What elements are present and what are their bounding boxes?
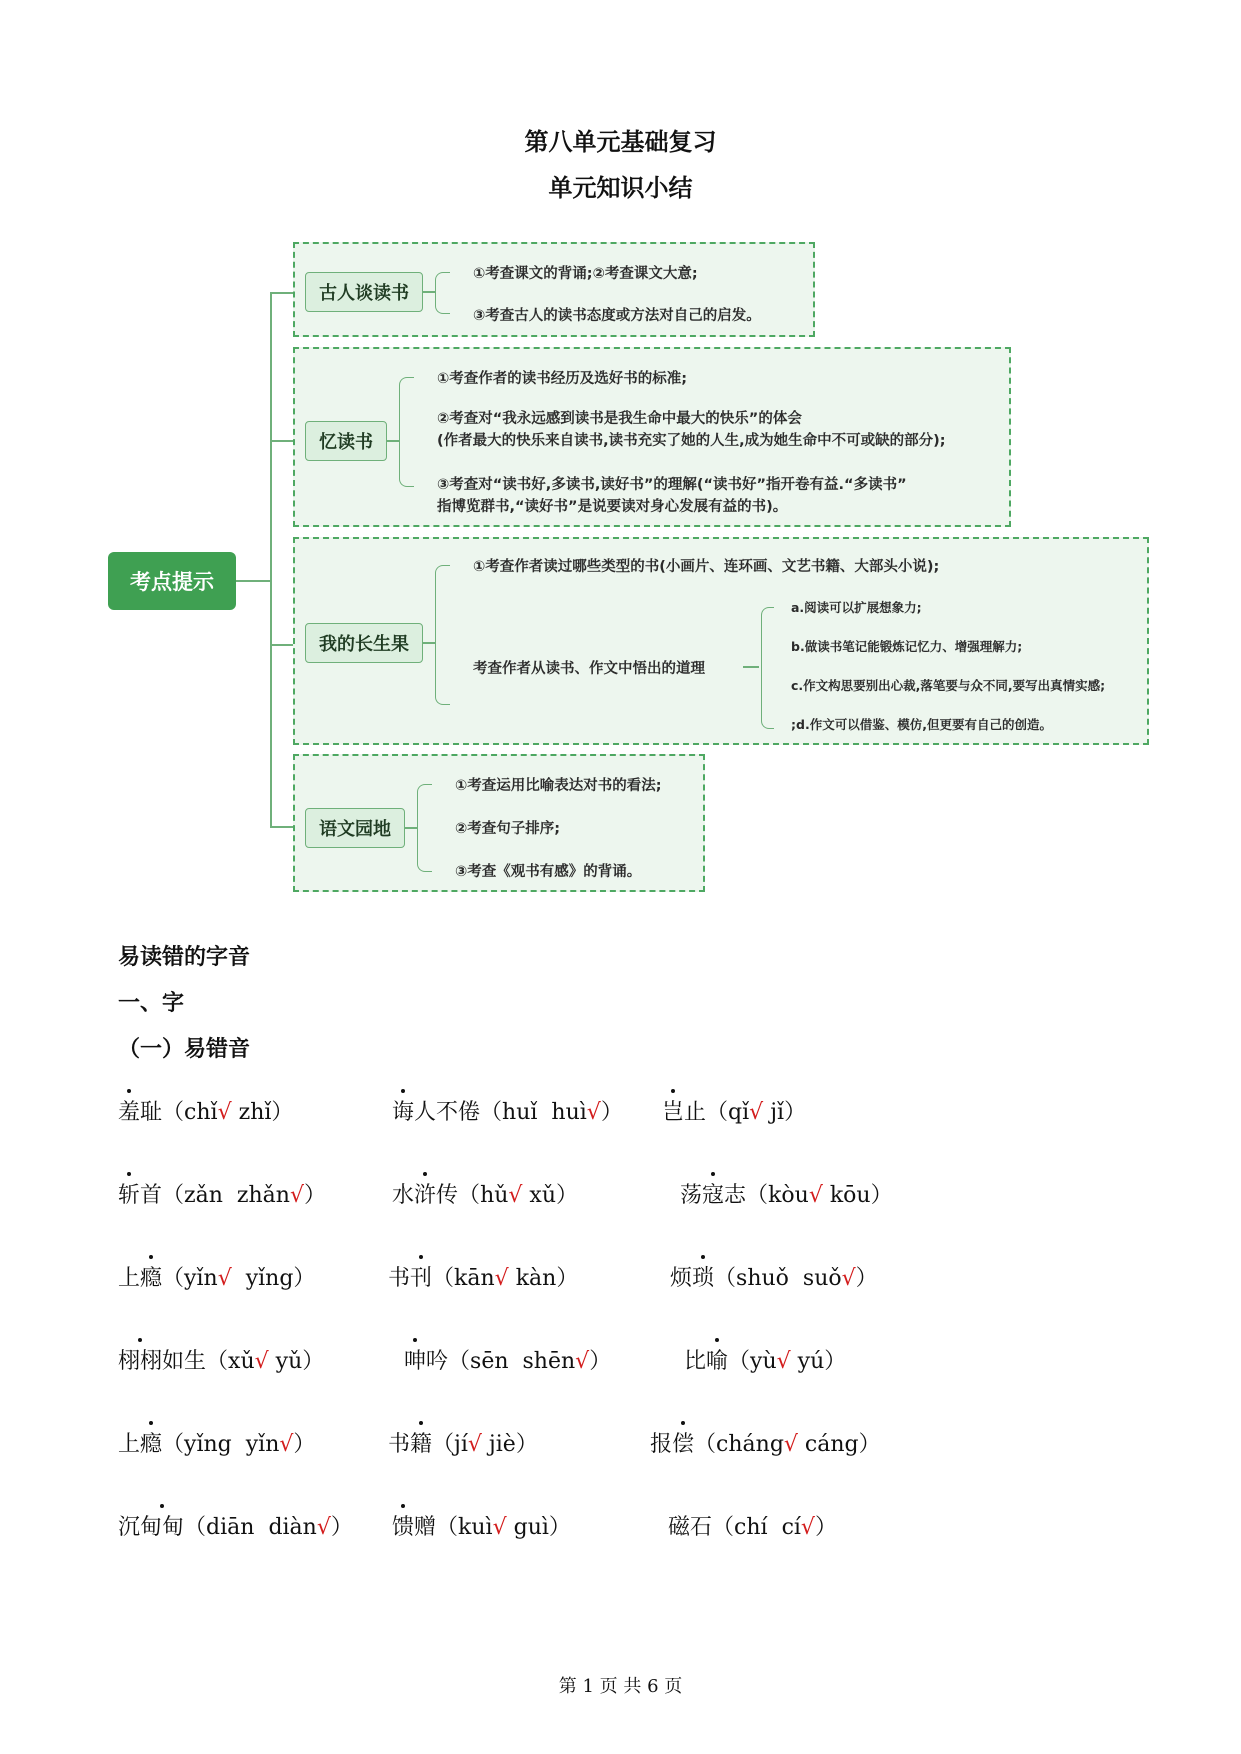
dotted-char: 呻	[404, 1344, 426, 1375]
word-prefix: 磁	[668, 1515, 691, 1540]
dotted-char: 羞	[118, 1095, 140, 1126]
pinyin-b: diàn	[254, 1515, 317, 1540]
pinyin-a: chǐ	[184, 1100, 218, 1125]
dotted-char: 诲	[392, 1095, 414, 1126]
paren-open: （	[436, 1515, 459, 1540]
word-suffix: 止	[684, 1100, 707, 1125]
check-mark-icon: √	[808, 1183, 823, 1208]
paren-open: （	[458, 1183, 481, 1208]
dotted-char: 瘾	[140, 1427, 162, 1458]
check-mark-icon: √	[494, 1266, 509, 1291]
check-mark-icon: √	[492, 1515, 507, 1540]
pinyin-a: diān	[206, 1515, 255, 1540]
page-footer: 第 1 页 共 6 页	[558, 1676, 683, 1697]
group-1-item-1: ①考查课文的背诵;②考查课文大意;	[473, 266, 698, 282]
mindmap-root: 考点提示	[108, 552, 236, 610]
check-mark-icon: √	[279, 1432, 294, 1457]
word-suffix: 首	[140, 1183, 163, 1208]
word-prefix: 书	[388, 1432, 411, 1457]
pinyin-a: yǐng	[184, 1432, 232, 1457]
subsection-heading: 一、字	[118, 991, 185, 1016]
pinyin-b: yǔ	[268, 1349, 303, 1374]
pinyin-a: jí	[454, 1432, 468, 1457]
check-mark-icon: √	[841, 1266, 856, 1291]
dotted-char: 栩栩	[118, 1344, 162, 1375]
pinyin-b: shēn	[508, 1349, 576, 1374]
paren-open: （	[712, 1515, 735, 1540]
group-3-title: 我的长生果	[305, 623, 423, 663]
pronunciation-entry	[662, 1095, 806, 1126]
group-3-item-1: ①考查作者读过哪些类型的书(小画片、连环画、文艺书籍、大部头小说);	[473, 559, 940, 575]
pronunciation-entry	[680, 1178, 893, 1209]
group-1	[293, 242, 815, 337]
paren-close: ）	[858, 1432, 881, 1457]
paren-close: ）	[556, 1266, 579, 1291]
word-prefix: 荡	[680, 1183, 703, 1208]
connector	[270, 292, 272, 828]
check-mark-icon: √	[289, 1183, 304, 1208]
connector	[423, 642, 435, 644]
group-2-item-3: ③考查对“读书好,多读书,读好书”的理解(“读书好”指开卷有益.“多读书”	[437, 477, 907, 493]
pinyin-b: cí	[767, 1515, 801, 1540]
pinyin-a: qǐ	[728, 1100, 750, 1125]
pronunciation-entry	[118, 1178, 326, 1209]
group-3-sub-item-4: ;d.作文可以借鉴、模仿,但更要有自己的创造。	[791, 717, 1052, 732]
check-mark-icon: √	[575, 1349, 590, 1374]
pinyin-a: kòu	[768, 1183, 809, 1208]
word-suffix: 石	[690, 1515, 713, 1540]
word-suffix: 吟	[426, 1349, 449, 1374]
paren-close: ）	[330, 1515, 353, 1540]
word-prefix: 上	[118, 1266, 141, 1291]
pinyin-b: yú	[790, 1349, 825, 1374]
paren-open: （	[728, 1349, 751, 1374]
paren-open: （	[162, 1266, 185, 1291]
pinyin-a: kān	[454, 1266, 495, 1291]
dotted-char: 琐	[692, 1261, 714, 1292]
word-suffix: 耻	[140, 1100, 163, 1125]
paren-open: （	[162, 1183, 185, 1208]
group-2-item-2: ②考查对“我永远感到读书是我生命中最大的快乐”的体会	[437, 411, 802, 427]
paren-close: ）	[589, 1349, 612, 1374]
group-3-sub-item-2: b.做读书笔记能锻炼记忆力、增强理解力;	[791, 639, 1023, 654]
paren-close: ）	[548, 1515, 571, 1540]
check-mark-icon: √	[586, 1100, 601, 1125]
word-suffix: 人不倦	[414, 1100, 481, 1125]
dotted-char: 甸甸	[140, 1510, 184, 1541]
pronunciation-entry	[388, 1427, 538, 1458]
pinyin-a: huǐ	[502, 1100, 538, 1125]
group-2-title: 忆读书	[305, 421, 387, 461]
subsubsection-heading: （一）易错音	[118, 1037, 251, 1062]
dotted-char: 寇	[702, 1178, 724, 1209]
word-prefix: 沉	[118, 1515, 141, 1540]
group-4-item-3: ③考查《观书有感》的背诵。	[455, 864, 642, 880]
check-mark-icon: √	[783, 1432, 798, 1457]
word-prefix: 报	[650, 1432, 673, 1457]
dotted-char: 浒	[414, 1178, 436, 1209]
check-mark-icon: √	[749, 1100, 764, 1125]
group-2-item-3-cont: 指博览群书,“读好书”是说要读对身心发展有益的书)。	[437, 499, 788, 515]
paren-open: （	[746, 1183, 769, 1208]
paren-close: ）	[870, 1183, 893, 1208]
section-heading: 易读错的字音	[118, 945, 251, 970]
pronunciation-entry	[118, 1510, 353, 1541]
paren-close: ）	[302, 1349, 325, 1374]
group-2-item-1: ①考查作者的读书经历及选好书的标准;	[437, 371, 688, 387]
paren-open: （	[448, 1349, 471, 1374]
connector	[435, 272, 450, 314]
pronunciation-entry	[118, 1427, 315, 1458]
pinyin-b: yǐng	[231, 1266, 294, 1291]
pronunciation-entry	[118, 1344, 324, 1375]
pinyin-a: zǎn	[184, 1183, 223, 1208]
group-3-sub-item-1: a.阅读可以扩展想象力;	[791, 600, 922, 615]
pronunciation-entry	[670, 1261, 878, 1292]
paren-open: （	[162, 1100, 185, 1125]
dotted-char: 偿	[672, 1427, 694, 1458]
connector	[435, 565, 450, 705]
paren-close: ）	[293, 1432, 316, 1457]
pronunciation-entry	[392, 1178, 578, 1209]
paren-open: （	[432, 1266, 455, 1291]
pronunciation-entry	[404, 1344, 611, 1375]
group-4-item-2: ②考查句子排序;	[455, 821, 561, 837]
pinyin-b: zhǎn	[222, 1183, 290, 1208]
paren-open: （	[432, 1432, 455, 1457]
paren-close: ）	[293, 1266, 316, 1291]
dotted-char: 馈	[392, 1510, 414, 1541]
pinyin-a: cháng	[716, 1432, 784, 1457]
paren-close: ）	[271, 1100, 294, 1125]
paren-close: ）	[855, 1266, 878, 1291]
group-3	[293, 537, 1149, 745]
pronunciation-entry	[118, 1095, 293, 1126]
group-4	[293, 754, 705, 892]
group-4-item-1: ①考查运用比喻表达对书的看法;	[455, 778, 662, 794]
page-subtitle: 单元知识小结	[548, 174, 693, 202]
pinyin-b: suǒ	[788, 1266, 842, 1291]
connector	[743, 666, 759, 668]
group-1-item-2: ③考查古人的读书态度或方法对自己的启发。	[473, 308, 761, 324]
pinyin-b: zhǐ	[231, 1100, 272, 1125]
connector	[761, 607, 774, 729]
paren-open: （	[714, 1266, 737, 1291]
group-1-title: 古人谈读书	[305, 272, 423, 312]
group-2-item-2-note: (作者最大的快乐来自读书,读书充实了她的人生,成为她生命中不可或缺的部分);	[437, 433, 946, 449]
pinyin-a: shuǒ	[736, 1266, 789, 1291]
pinyin-b: guì	[506, 1515, 549, 1540]
pronunciation-entry	[392, 1510, 571, 1541]
connector	[405, 827, 417, 829]
word-suffix: 传	[436, 1183, 459, 1208]
pinyin-a: hǔ	[480, 1183, 509, 1208]
paren-close: ）	[556, 1183, 579, 1208]
paren-close: ）	[824, 1349, 847, 1374]
pinyin-b: jǐ	[763, 1100, 785, 1125]
page-title: 第八单元基础复习	[524, 128, 717, 156]
group-4-title: 语文园地	[305, 808, 405, 848]
word-prefix: 比	[684, 1349, 707, 1374]
group-2	[293, 347, 1011, 527]
word-suffix: 志	[724, 1183, 747, 1208]
pinyin-b: cáng	[797, 1432, 859, 1457]
word-prefix: 烦	[670, 1266, 693, 1291]
connector	[387, 440, 399, 442]
pinyin-b: kàn	[508, 1266, 557, 1291]
pinyin-b: jiè	[481, 1432, 516, 1457]
paren-close: ）	[304, 1183, 327, 1208]
check-mark-icon: √	[217, 1266, 232, 1291]
connector	[417, 784, 432, 872]
pronunciation-entry	[668, 1510, 837, 1541]
check-mark-icon: √	[316, 1515, 331, 1540]
word-prefix: 书	[388, 1266, 411, 1291]
check-mark-icon: √	[467, 1432, 482, 1457]
connector	[236, 580, 270, 582]
pinyin-a: kuì	[458, 1515, 493, 1540]
word-suffix: 如生	[162, 1349, 207, 1374]
paren-open: （	[184, 1515, 207, 1540]
paren-close: ）	[600, 1100, 623, 1125]
dotted-char: 刊	[410, 1261, 432, 1292]
paren-close: ）	[814, 1515, 837, 1540]
pronunciation-entry	[650, 1427, 881, 1458]
paren-open: （	[706, 1100, 729, 1125]
pinyin-b: kōu	[822, 1183, 871, 1208]
paren-close: ）	[515, 1432, 538, 1457]
check-mark-icon: √	[254, 1349, 269, 1374]
pinyin-b: yǐn	[231, 1432, 280, 1457]
check-mark-icon: √	[217, 1100, 232, 1125]
word-prefix: 上	[118, 1432, 141, 1457]
pinyin-a: yǐn	[184, 1266, 218, 1291]
dotted-char: 籍	[410, 1427, 432, 1458]
group-3-subtitle: 考查作者从读书、作文中悟出的道理	[473, 661, 705, 677]
check-mark-icon: √	[508, 1183, 523, 1208]
pinyin-a: sēn	[470, 1349, 509, 1374]
group-3-sub-item-3: c.作文构思要别出心裁,落笔要与众不同,要写出真情实感;	[791, 678, 1106, 693]
check-mark-icon: √	[800, 1515, 815, 1540]
word-prefix: 水	[392, 1183, 415, 1208]
word-suffix: 赠	[414, 1515, 437, 1540]
paren-open: （	[694, 1432, 717, 1457]
pronunciation-entry	[118, 1261, 315, 1292]
paren-open: （	[206, 1349, 229, 1374]
pronunciation-entry	[392, 1095, 623, 1126]
paren-close: ）	[784, 1100, 807, 1125]
connector	[399, 377, 414, 487]
paren-open: （	[162, 1432, 185, 1457]
connector	[423, 291, 435, 293]
pinyin-b: huì	[537, 1100, 587, 1125]
dotted-char: 瘾	[140, 1261, 162, 1292]
pinyin-a: yù	[750, 1349, 777, 1374]
pinyin-b: xǔ	[522, 1183, 557, 1208]
pronunciation-entry	[684, 1344, 846, 1375]
pronunciation-entry	[388, 1261, 578, 1292]
check-mark-icon: √	[776, 1349, 791, 1374]
dotted-char: 斩	[118, 1178, 140, 1209]
pinyin-a: chí	[734, 1515, 768, 1540]
dotted-char: 岂	[662, 1095, 684, 1126]
pinyin-a: xǔ	[228, 1349, 255, 1374]
dotted-char: 喻	[706, 1344, 728, 1375]
paren-open: （	[480, 1100, 503, 1125]
